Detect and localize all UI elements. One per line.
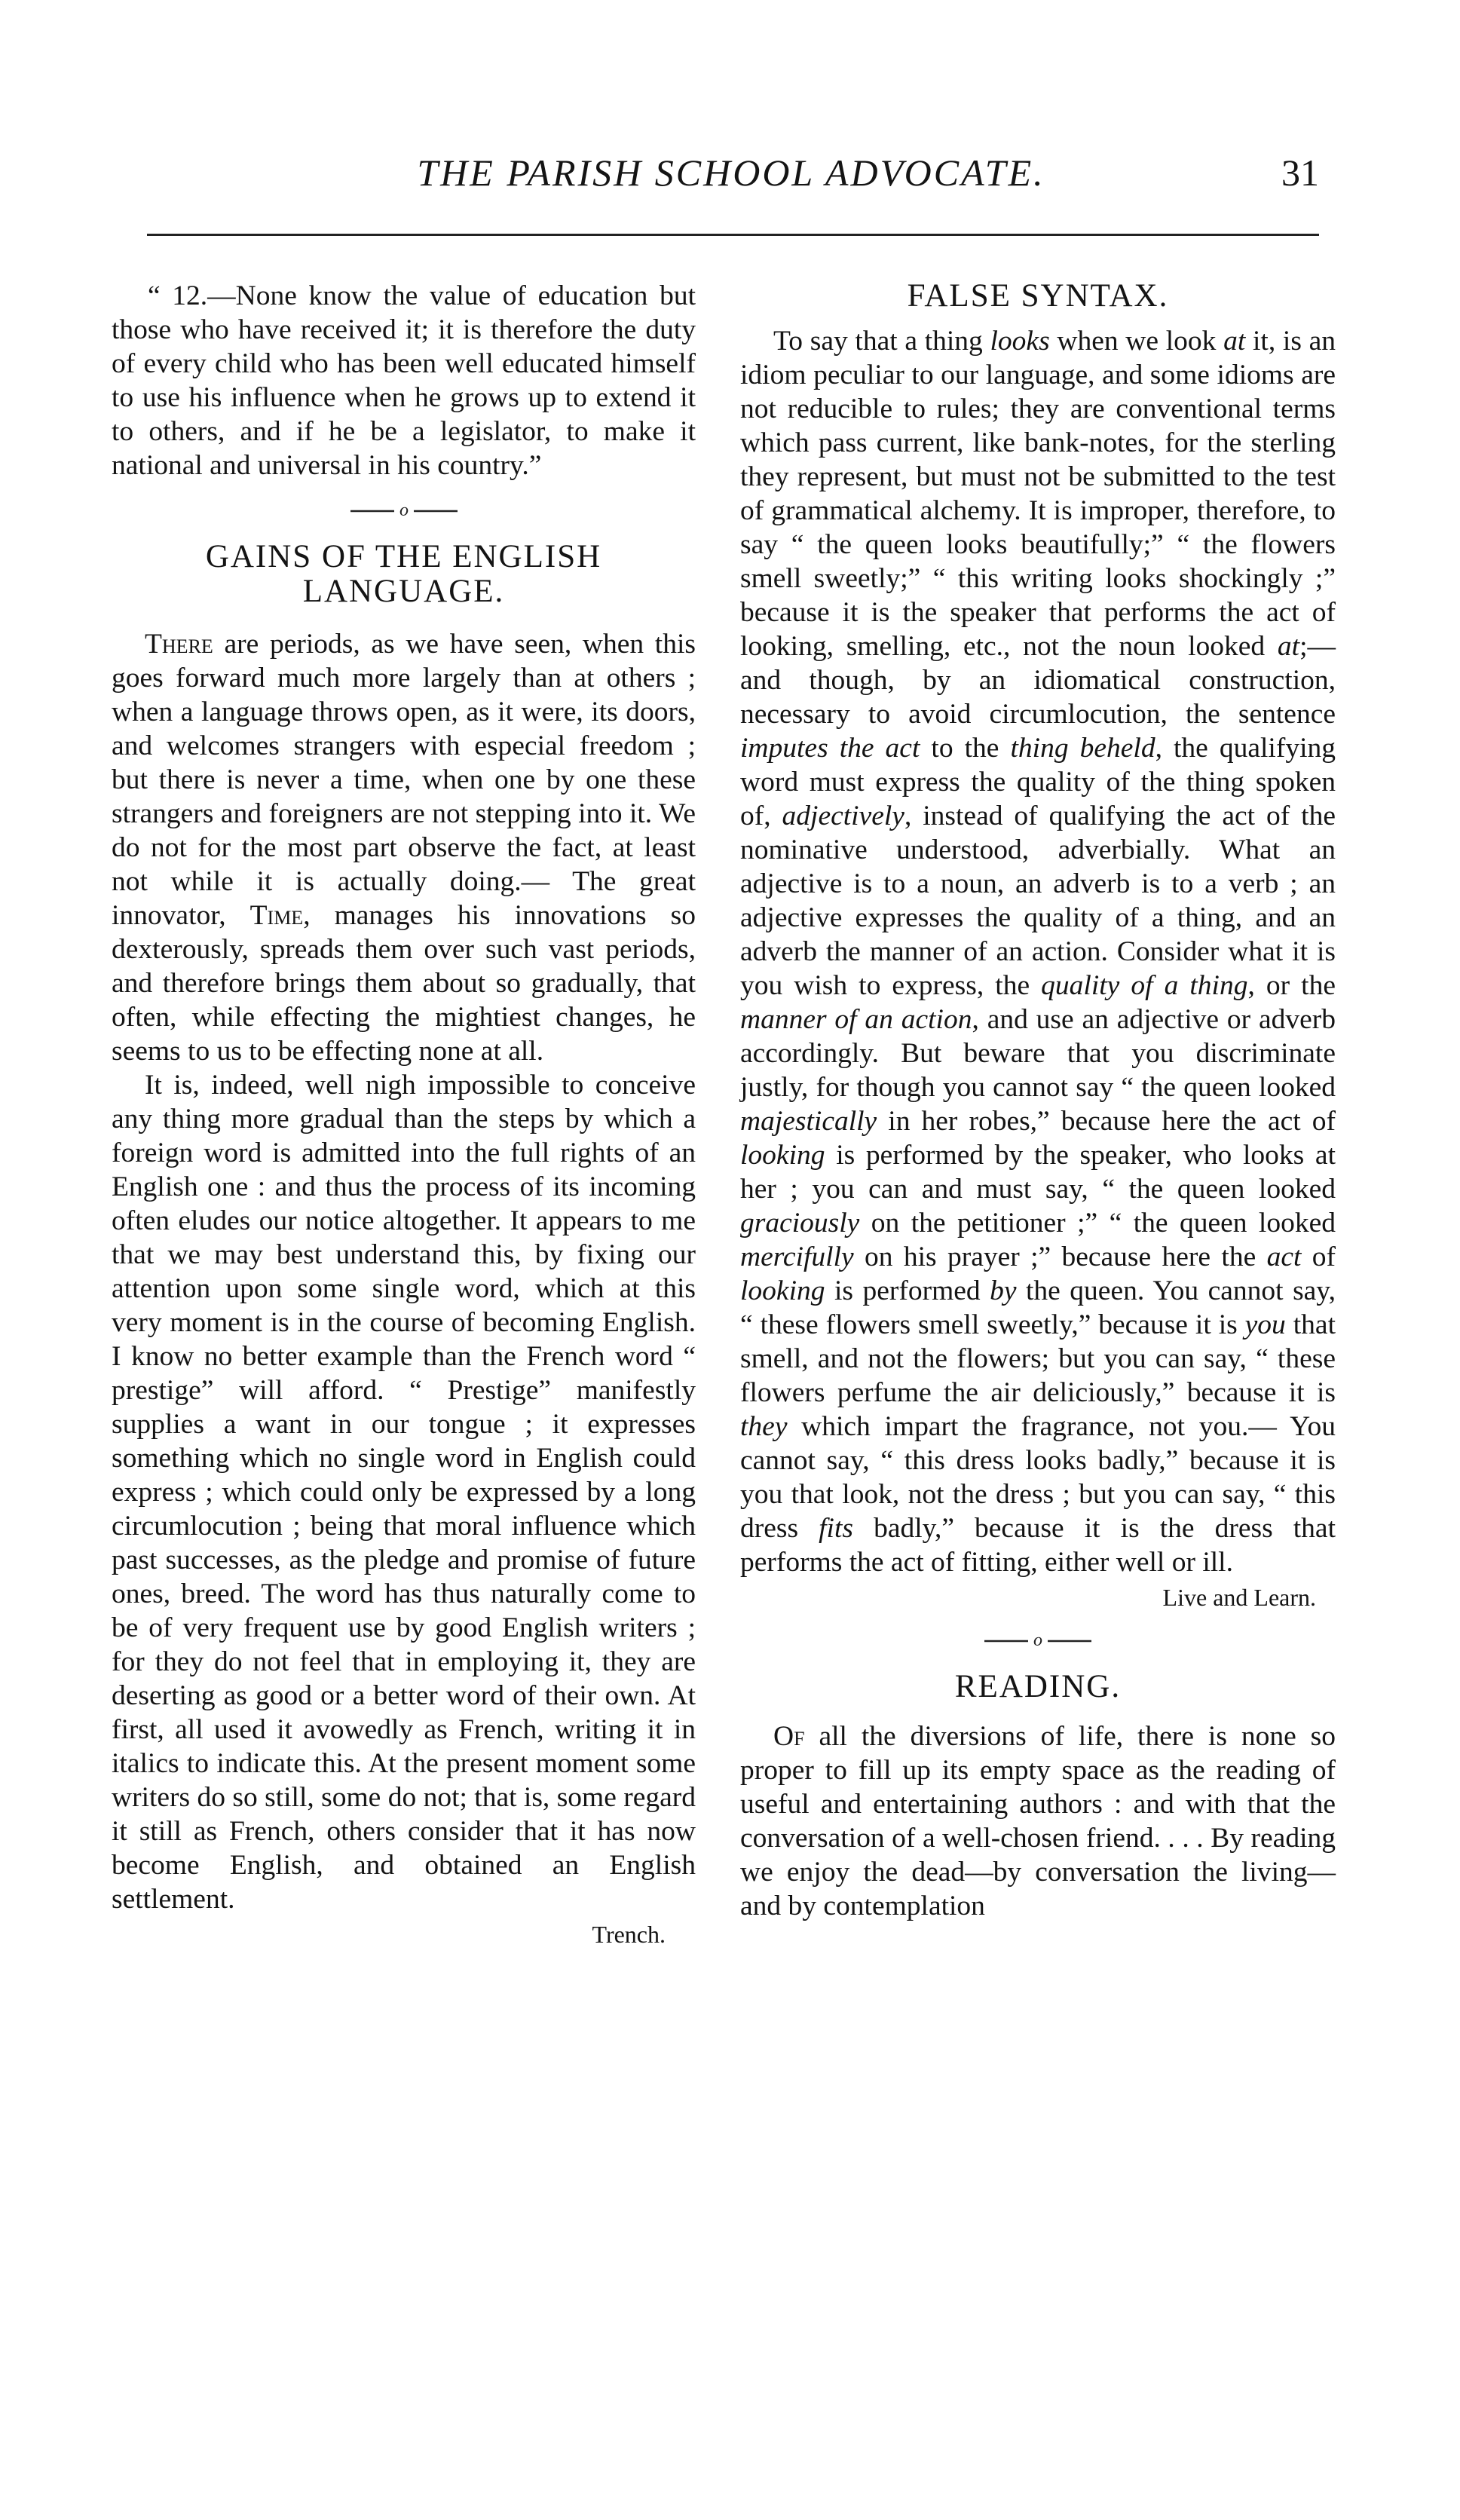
italic-run: fits <box>819 1513 853 1544</box>
text-run: on his prayer ;” because here the <box>853 1242 1267 1272</box>
italic-run: thing beheld <box>1010 733 1155 764</box>
text-run: is performed <box>825 1275 990 1306</box>
italic-run: quality of a thing <box>1041 970 1248 1001</box>
page-number: 31 <box>1281 152 1319 194</box>
text-run: that smell, and not the flowers; but you can say, “ these flowers perfume the air deliciously,” because it is <box>740 1309 1336 1408</box>
page-header <box>143 151 1319 211</box>
time-word: Time <box>249 900 304 931</box>
paragraph-text: are periods, as we have seen, when this goes forward much more largely than at others ; when a language throws open, as it were, its doors, and welcomes strangers with especial freedom ; but there is never a time, when one by one these strangers and foreigners are not stepping into it. We do not for the most part observe the fact, at least not while it is actually doing.— The great innovator, <box>112 629 696 931</box>
italic-run: act <box>1266 1242 1302 1272</box>
text-run: to the <box>920 733 1011 764</box>
italic-run: by <box>990 1275 1017 1306</box>
text-run: badly,” because it is the dress that performs the act of fitting, either well or ill. <box>740 1513 1336 1578</box>
text-run: is performed by the speaker, who looks at her ; you can and must say, “ the queen looked <box>740 1140 1336 1205</box>
italic-run: looks <box>990 326 1050 357</box>
article-paragraph-1 <box>112 627 696 1068</box>
text-run: which impart the fragrance, not you.— You cannot say, “ this dress looks badly,” because it is you that look, not the dress ; but you can say, “ this dress <box>740 1411 1336 1544</box>
article-title: GAINS OF THE ENGLISH LANGUAGE. <box>205 539 602 609</box>
italic-run: majestically <box>740 1106 877 1137</box>
reading-title: READING. <box>954 1669 1122 1704</box>
syntax-credit: Live and Learn. <box>1162 1584 1316 1611</box>
lead-word: There <box>145 629 213 660</box>
paragraph-text: all the diversions of life, there is none so proper to fill up its empty space as the reading of useful and entertaining authors : and with that the conversation of a well-chosen friend. . . . By reading we enjoy the dead—by conversation the living—and by contemplation <box>740 1721 1336 1921</box>
section-separator-right <box>740 1632 1336 1649</box>
paragraph-text-end: , manages his innovations so dexterously, spreads them over such vast periods, and therefore brings them about so gradually, that often, while effecting the mightiest changes, he seems to us to be effecting none at all. <box>112 900 696 1067</box>
header-rule <box>147 234 1319 236</box>
text-run: in her robes,” because here the act of <box>877 1106 1336 1137</box>
running-title: THE PARISH SCHOOL ADVOCATE. <box>417 152 1045 194</box>
text-run: , the qualifying word must express the quality of the thing spoken of, <box>740 733 1336 831</box>
article-paragraph-2: It is, indeed, well nigh impossible to conceive any thing more gradual than the steps by which a foreign word is admitted into the full rights of an English one : and thus the process of its incoming often eludes our notice altogether. It appears to me that we may best understand this, by fixing our attention upon some single word, which at this very moment is in the course of becoming English. I know no better example than the French word “ prestige” will afford. “ Prestige” manifestly supplies a want in our tongue ; it expresses something which no single word in English could express ; which could only be expressed by a long circumlocution ; being that moral influence which past successes, as the pledge and promise of future ones, breed. The word has thus naturally come to be of very frequent use by good English writers ; for they do not feel that in employing it, they are deserting as good or a better word of their own. At first, all used it avowedly as French, writing it in italics to indicate this. At the present moment some writers do so still, some do not; that is, some regard it still as French, others consider that it has now become English, and obtained an English settlement. <box>112 1070 696 1915</box>
text-run: To say that a thing <box>773 326 990 357</box>
syntax-title: FALSE SYNTAX. <box>907 278 1169 314</box>
italic-run: looking <box>740 1275 825 1306</box>
reading-paragraph <box>740 1719 1336 1923</box>
section-separator <box>112 502 696 519</box>
italic-run: graciously <box>740 1208 860 1239</box>
italic-run: at <box>1277 631 1300 662</box>
text-run: on the petitioner ;” “ the queen looked <box>859 1208 1336 1239</box>
lead-word: Of <box>773 1721 805 1752</box>
separator-mark: o <box>1033 1632 1042 1649</box>
text-run: , and use an adjective or adverb accordingly. But beware that you discriminate justly, for though you cannot say “ the queen looked <box>740 1004 1336 1103</box>
italic-run: adjectively <box>782 801 904 831</box>
text-run: , or the <box>1247 970 1336 1001</box>
italic-run: they <box>740 1411 788 1442</box>
italic-run: manner of an action <box>740 1004 972 1035</box>
text-run: the queen. You cannot say, “ these flowers smell sweetly,” because it is <box>740 1275 1336 1340</box>
italic-run: at <box>1223 326 1246 357</box>
separator-ornament <box>347 502 461 519</box>
italic-run: you <box>1244 1309 1286 1340</box>
right-column <box>740 279 1336 1923</box>
separator-ornament <box>981 1632 1094 1649</box>
syntax-paragraph <box>740 324 1336 1579</box>
article-credit: Trench. <box>592 1921 666 1948</box>
text-run: of <box>1301 1242 1336 1272</box>
italic-run: looking <box>740 1140 825 1171</box>
separator-mark: o <box>399 502 409 519</box>
text-run: ;—and though, by an idiomatical construction, necessary to avoid circumlocution, the sentence <box>740 631 1336 730</box>
text-run: when we look <box>1049 326 1224 357</box>
italic-run: imputes the act <box>740 733 920 764</box>
text-run: , instead of qualifying the act of the nominative understood, adverbially. What an adjective is to a noun, an adverb is to a verb ; an adjective expresses the quality of a thing, and an adverb the manner of an action. Consider what it is you wish to express, the <box>740 801 1336 1001</box>
left-column <box>112 279 696 1949</box>
numbered-quote: “ 12.—None know the value of education but those who have received it; it is therefore the duty of every child who has been well educated himself to use his influence when he grows up to extend it to others, and if he be a legislator, to make it national and universal in his country.” <box>112 280 696 481</box>
italic-run: mercifully <box>740 1242 854 1272</box>
text-run: it, is an idiom peculiar to our language, and some idioms are not reducible to rules; they are conventional terms which pass current, like bank-notes, for the sterling they represent, but must not be submitted to the test of grammatical alchemy. It is improper, therefore, to say “ the queen looks beautifully;” “ the flowers smell sweetly;” “ this writing looks shockingly ;” because it is the speaker that performs the act of looking, smelling, etc., not the noun looked <box>740 326 1336 662</box>
